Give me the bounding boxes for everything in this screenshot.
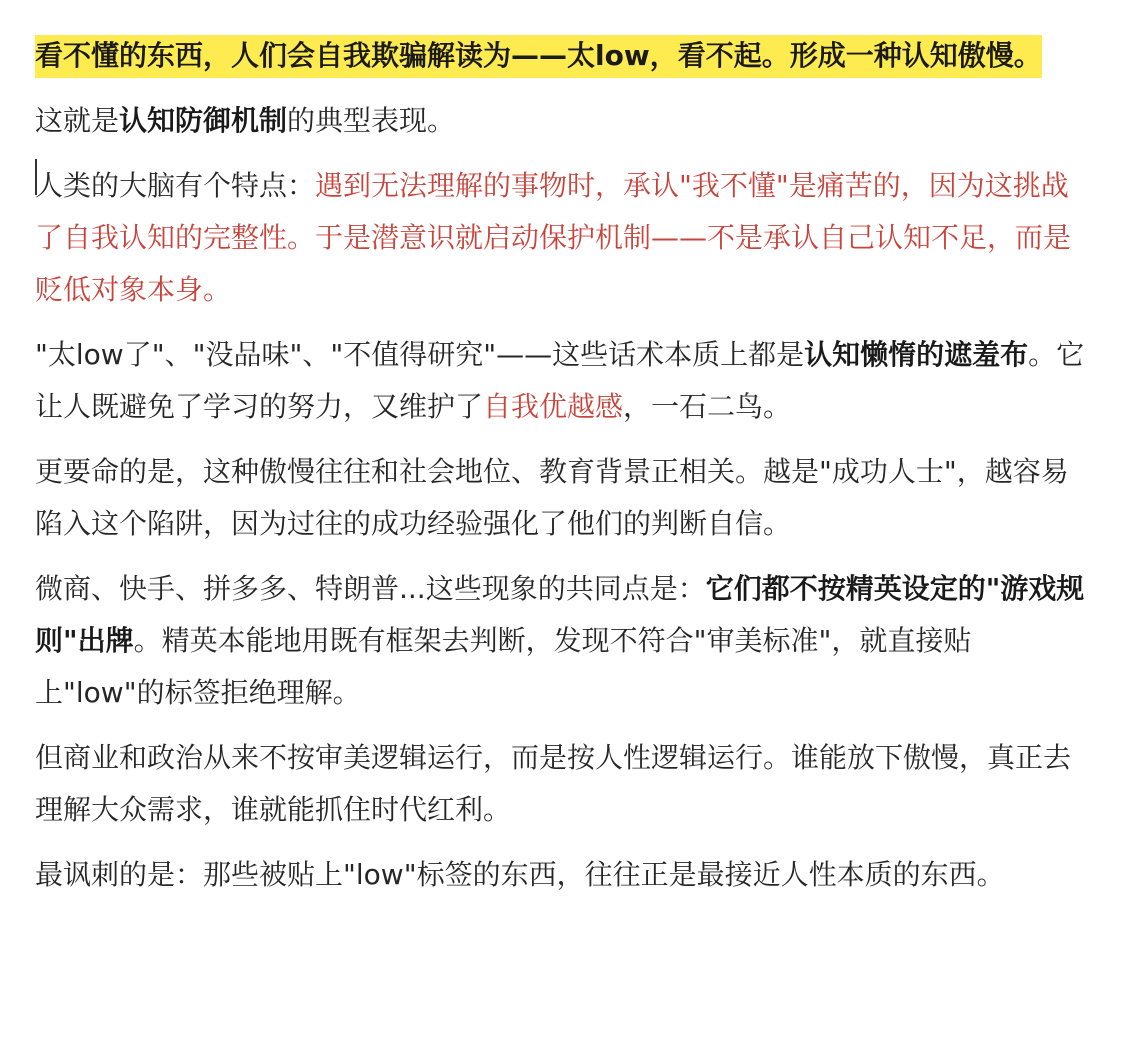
paragraph-text: 这就是 — [35, 104, 120, 137]
bold-term: 认知防御机制 — [119, 104, 288, 137]
paragraph-game-rules — [35, 563, 1095, 719]
red-emphasis-text: 自我优越感 — [483, 390, 624, 423]
paragraph-text: "太low了"、"没品味"、"不值得研究"——这些话术本质上都是 — [35, 338, 805, 371]
paragraph-text: 最讽刺的是：那些被贴上"low"标签的东西，往往正是最接近人性本质的东西。 — [35, 858, 1005, 891]
paragraph-text: 微商、快手、拼多多、特朗普...这些现象的共同点是： — [35, 572, 706, 605]
highlighted-paragraph — [35, 30, 1095, 82]
bold-term: 认知懒惰的遮羞布 — [804, 338, 1029, 371]
paragraph-text: 更要命的是，这种傲慢往往和社会地位、教育背景正相关。越是"成功人士"，越容易陷入这个陷阱，因为过往的成功经验强化了他们的判断自信。 — [35, 455, 1069, 540]
article-body — [35, 30, 1095, 914]
red-emphasis-text: 遇到无法理解的事物时，承认"我不懂"是痛苦的，因为这挑战了自我认知的完整性。于是潜意识就启动保护机制——不是承认自己认知不足，而是贬低对象本身。 — [35, 169, 1072, 306]
paragraph-irony — [35, 849, 1095, 901]
paragraph-text: 。精英本能地用既有框架去判断，发现不符合"审美标准"，就直接贴上"low"的标签拒绝理解。 — [35, 624, 972, 709]
paragraph-defense-mechanism — [35, 95, 1095, 147]
paragraph-text: 人类的大脑有个特点： — [35, 169, 316, 202]
paragraph-human-logic — [35, 732, 1095, 836]
paragraph-status-correlation — [35, 446, 1095, 550]
paragraph-text: ，一石二鸟。 — [623, 390, 792, 423]
paragraph-text: 的典型表现。 — [287, 104, 456, 137]
bold-term: 它们都不按精英设定的"游戏规则"出牌 — [35, 572, 1085, 657]
paragraph-lazy-cover — [35, 329, 1095, 433]
paragraph-brain-feature — [35, 160, 1095, 316]
highlighted-text: 看不懂的东西，人们会自我欺骗解读为——太low，看不起。形成一种认知傲慢。 — [35, 35, 1042, 78]
paragraph-text: 但商业和政治从来不按审美逻辑运行，而是按人性逻辑运行。谁能放下傲慢，真正去理解大众需求，谁就能抓住时代红利。 — [35, 741, 1072, 826]
paragraph-text: 。它让人既避免了学习的努力，又维护了 — [35, 338, 1085, 423]
